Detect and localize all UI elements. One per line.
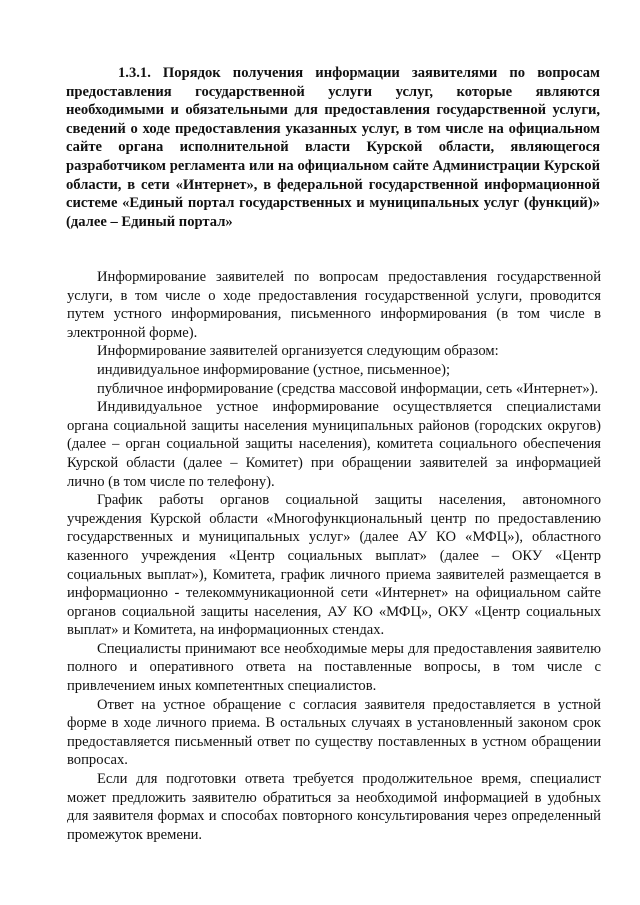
document-body (67, 268, 601, 844)
paragraph-oral-response: Ответ на устное обращение с согласия заявителя предоставляется в устной форме в ходе личного приема. В остальных случаях в установленный законом срок предоставляется письменный ответ по существу поставленных в устном обращении вопросах. (67, 696, 601, 769)
paragraph-public-informing: публичное информирование (средства массовой информации, сеть «Интернет»). (97, 380, 599, 397)
section-heading-text: 1.3.1. Порядок получения информации заявителями по вопросам предоставления государственной услуги услуг, которые являются необходимыми и обязательными для предоставления государственной услуги, сведений о ходе предоставления указанных услуг, в том числе на официальном сайте органа исполнительной власти Курской области, являющегося разработчиком регламента или на официальном сайте Администрации Курской области, в сети «Интернет», в федеральной государственной информационной системе «Единый портал государственных и муниципальных услуг (функций)» (далее – Единый портал» (66, 65, 600, 230)
paragraph-extended-time: Если для подготовки ответа требуется продолжительное время, специалист может предложить заявителю обратиться за необходимой информацией в удобных для заявителя формах и способах повторного консультирования через определенный промежуток времени. (67, 771, 601, 843)
paragraph-informing-methods: Информирование заявителей по вопросам предоставления государственной услуги, в том числе о ходе предоставления государственной услуги, проводится путем устного информирования, письменного информирования (в том числе в электронной форме). (67, 269, 601, 341)
paragraph-oral-informing: Индивидуальное устное информирование осуществляется специалистами органа социальной защиты населения муниципальных районов (городских округов) (далее – орган социальной защиты населения), комитета социального обеспечения Курской области (далее – Комитет) при обращении заявителей за информацией лично (в том числе по телефону). (67, 399, 601, 490)
section-heading (66, 64, 600, 231)
paragraph-work-schedule: График работы органов социальной защиты населения, автономного учреждения Курской области «Многофункциональный центр по предоставлению государственных и муниципальных услуг» (далее АУ КО «МФЦ»), областного казенного учреждения «Центр социальных выплат» (далее – ОКУ «Центр социальных выплат»), Комитета, график личного приема заявителей размещается в информационно - телекоммуникационной сети «Интернет» на официальном сайте органов социальной защиты населения, АУ КО «МФЦ», ОКУ «Центр социальных выплат» и Комитета, на информационных стендах. (67, 492, 601, 639)
paragraph-specialists: Специалисты принимают все необходимые меры для предоставления заявителю полного и оперативного ответа на поставленные вопросы, в том числе с привлечением иных компетентных специалистов. (67, 640, 601, 695)
paragraph-individual-informing: индивидуальное информирование (устное, письменное); (97, 361, 451, 378)
paragraph-organization: Информирование заявителей организуется следующим образом: (97, 343, 499, 360)
